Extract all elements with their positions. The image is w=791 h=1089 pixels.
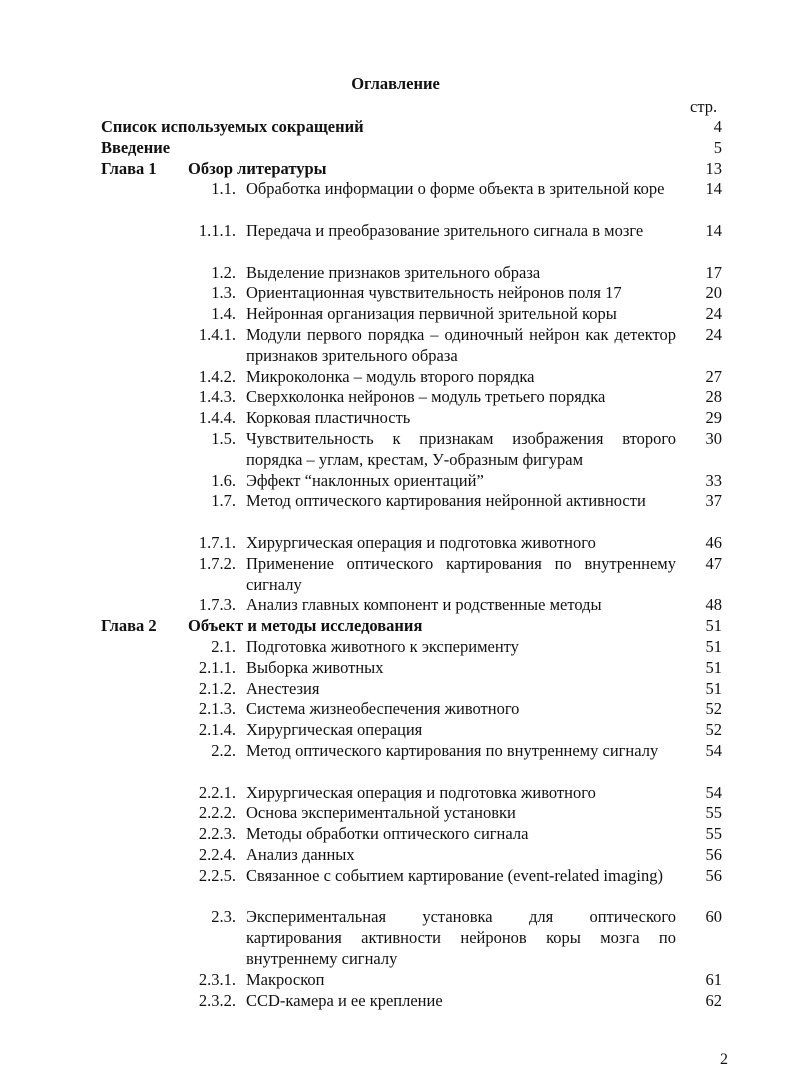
toc-entry-title: Анализ главных компонент и родственные методы [246,595,602,615]
toc-entry-number: 1.4.1. [198,325,236,344]
toc-entry-number: 1.4.3. [198,387,236,407]
toc-entry-number: 1.1.1. [198,221,236,240]
toc-page-number: 51 [705,637,722,656]
toc-entry-row [0,907,791,969]
toc-entry-row [0,866,791,908]
toc-entry-row [0,263,791,284]
toc-page-number: 61 [705,969,722,989]
toc-entry-row [0,970,791,991]
toc-entry-row [0,783,791,804]
toc-entry-title: Экспериментальная установка для оптического картирования активности нейронов коры мозга по внутреннему сигналу [246,907,676,968]
toc-entry-title: Введение [101,137,171,157]
toc-page-number: 24 [705,325,722,344]
toc-entry-row [0,637,791,658]
toc-entry-title: Связанное с событием картирование (event-related imaging) [246,865,663,885]
toc-page-number: 29 [705,408,722,428]
toc-entry-title: Применение оптического картирования по внутреннему сигналу [246,553,676,594]
toc-entry-title: Объект и методы исследования [188,616,423,636]
toc-entry-number: 2.3. [211,907,236,927]
toc-entry-row [0,679,791,700]
toc-entry-row [0,991,791,1012]
toc-page-number: 13 [705,158,722,178]
toc-entry-title: Микроколонка – модуль второго порядка [246,366,535,386]
toc-entry-number: 2.1.3. [198,699,236,719]
toc-page-number: 55 [705,824,722,844]
toc-entry-row [0,803,791,824]
toc-page-number: 28 [705,387,722,407]
toc-entry-title: Хирургическая операция [246,720,423,740]
toc-entry-row [0,491,791,533]
toc-entry-number: 2.2.2. [198,803,236,823]
toc-entry-row [0,741,791,783]
toc-page-number: 60 [705,907,722,927]
toc-page-number: 27 [705,366,722,386]
toc-entry-row [0,304,791,325]
toc-entry-title: Метод оптического картирования по внутреннему сигналу [246,741,659,760]
toc-entry-row [0,283,791,304]
toc-entry-number: 2.2.3. [198,824,236,844]
toc-entry-title: Хирургическая операция и подготовка животного [246,533,596,552]
toc-page-number: 17 [705,262,722,282]
page-column-label: стр. [690,97,718,116]
toc-entry-number: 2.1.1. [198,657,236,677]
toc-entry-number: 1.2. [211,262,236,282]
toc-entry-title: CCD-камера и ее крепление [246,990,443,1010]
toc-entry-title: Корковая пластичность [246,408,411,428]
toc-entry-number: 1.7.2. [198,553,236,573]
toc-entry-row [0,595,791,616]
toc-entry-number: 1.3. [211,283,236,303]
toc-page-number: 62 [705,990,722,1010]
toc-entry-row [0,387,791,408]
toc-page-number: 47 [705,553,722,573]
toc-entry-title: Основа экспериментальной установки [246,803,516,823]
toc-entry-row [0,533,791,554]
toc-entry-title: Метод оптического картирования нейронной активности [246,491,646,511]
toc-entry-row [0,824,791,845]
toc-page-number: 54 [705,782,722,802]
toc-entry-number: 1.7.1. [198,533,236,552]
toc-entry-row [0,554,791,596]
toc-page-number: 54 [705,741,722,760]
toc-page-number: 46 [705,533,722,552]
toc-entry-title: Модули первого порядка – одиночный нейрон как детектор признаков зрительного образа [246,325,676,365]
toc-entry-row [0,699,791,720]
toc-entry-row [0,221,791,263]
toc-page-number: 55 [705,803,722,823]
toc-entry-title: Макроскоп [246,969,325,989]
toc-chapter-label: Глава 2 [101,616,157,636]
toc-page-number: 14 [705,179,722,199]
toc-entry-number: 1.7. [211,491,236,511]
toc-entry-title: Нейронная организация первичной зрительной коры [246,304,617,324]
toc-entry-number: 1.1. [211,179,236,199]
toc-entry-title: Обработка информации о форме объекта в зрительной коре [246,179,665,199]
toc-entry-number: 2.1.2. [198,678,236,698]
toc-section-row [0,117,791,138]
page-title: Оглавление [351,74,440,93]
toc-entry-title: Чувствительность к признакам изображения второго порядка – углам, крестам, У-образным фигурам [246,429,676,469]
toc-entry-title: Выделение признаков зрительного образа [246,262,541,282]
toc-section-row [0,138,791,159]
toc-page-number: 33 [705,470,722,490]
toc-entry-number: 2.2.5. [198,865,236,885]
toc-entry-number: 1.4. [211,304,236,324]
toc-entry-title: Выборка животных [246,657,384,677]
toc-entry-row [0,325,791,367]
toc-entry-title: Система жизнеобеспечения животного [246,699,520,719]
toc-entry-title: Обзор литературы [188,158,327,178]
toc-entry-title: Подготовка животного к эксперименту [246,637,519,656]
toc-entry-number: 2.1.4. [198,720,236,740]
toc-page-number: 51 [705,657,722,677]
toc-page-number: 51 [705,616,722,636]
toc-page-number: 4 [713,117,722,136]
toc-entry-title: Эффект “наклонных ориентаций” [246,470,484,490]
toc-page-number: 52 [705,720,722,740]
toc-entry-title: Анализ данных [246,845,355,864]
toc-entry-number: 2.2.4. [198,845,236,864]
toc-page-number: 51 [705,678,722,698]
toc-entry-number: 1.7.3. [198,595,236,615]
toc-page-number: 20 [705,283,722,303]
toc-page-number: 30 [705,429,722,448]
page-number: 2 [720,1051,728,1068]
toc-entry-number: 2.3.2. [198,990,236,1010]
toc-page-number: 56 [705,865,722,885]
toc-entry-title: Анестезия [246,678,320,698]
toc-chapter-label: Глава 1 [101,158,157,178]
toc-entry-row [0,471,791,492]
toc-entry-number: 1.4.4. [198,408,236,428]
toc-entry-title: Сверхколонка нейронов – модуль третьего порядка [246,387,606,407]
toc-entry-number: 2.2. [211,741,236,760]
toc-entry-row [0,179,791,221]
toc-page-number: 24 [705,304,722,324]
toc-entry-row [0,845,791,866]
toc-entry-number: 2.2.1. [198,782,236,802]
toc-page-number: 56 [705,845,722,864]
toc-entry-title: Хирургическая операция и подготовка животного [246,782,596,802]
toc-page-number: 5 [713,137,722,157]
toc-entry-title: Методы обработки оптического сигнала [246,824,529,844]
toc-entry-row [0,429,791,471]
toc-entry-row [0,367,791,388]
toc-entry-number: 2.1. [211,637,236,656]
toc-page-number: 52 [705,699,722,719]
toc-entry-number: 2.3.1. [198,969,236,989]
toc-entry-number: 1.5. [211,429,236,448]
toc-chapter-row [0,616,791,637]
toc-entry-row [0,658,791,679]
toc-entry-title: Список используемых сокращений [101,117,364,136]
toc-page-number: 37 [705,491,722,511]
toc-page-number: 14 [705,221,722,240]
toc-entry-title: Ориентационная чувствительность нейронов поля 17 [246,283,622,303]
toc-entry-number: 1.6. [211,470,236,490]
toc-entry-title: Передача и преобразование зрительного сигнала в мозге [246,221,644,240]
toc-entry-row [0,408,791,429]
toc-entry-row [0,720,791,741]
toc-chapter-row [0,159,791,180]
toc-entry-number: 1.4.2. [198,366,236,386]
toc-page-number: 48 [705,595,722,615]
